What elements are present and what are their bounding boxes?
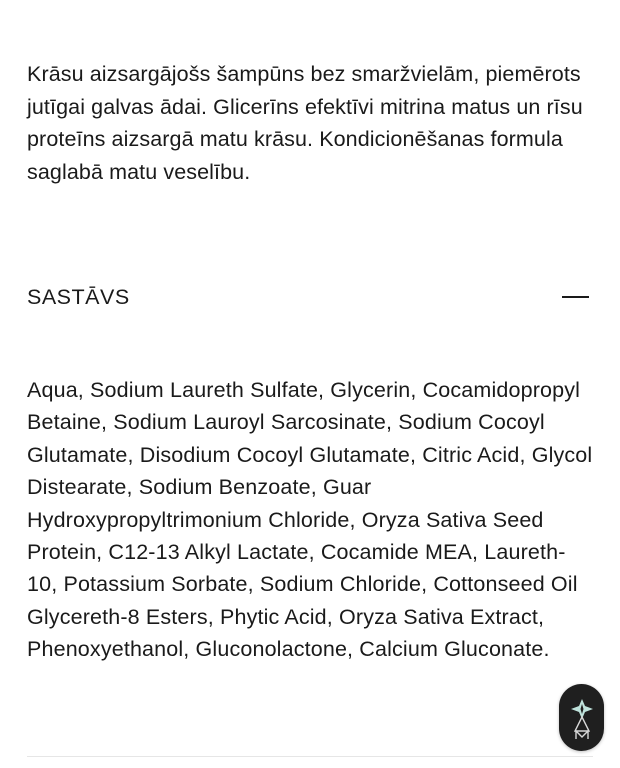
section-divider [27,756,593,757]
ingredients-section-title: SASTĀVS [27,284,130,309]
product-description: Krāsu aizsargājošs šampūns bez smaržvielām, piemērots jutīgai galvas ādai. Glicerīns efektīvi mitrina matus un rīsu proteīns aizsargā matu krāsu. Kondicionēšanas formula saglabā matu veselību. [27,62,583,184]
minus-icon[interactable] [562,296,589,298]
floating-brand-button[interactable] [559,684,604,751]
ingredients-accordion-header[interactable] [27,280,590,314]
brand-logo-icon [566,693,598,743]
ingredients-list-text: Aqua, Sodium Laureth Sulfate, Glycerin, Cocamidopropyl Betaine, Sodium Lauroyl Sarcosinate, Sodium Cocoyl Glutamate, Disodium Cocoyl Glutamate, Citric Acid, Glycol Distearate, Sodium Benzoate, Guar Hydroxypropyltrimonium Chloride, Oryza Sativa Seed Protein, C12-13 Alkyl Lactate, Cocamide MEA, Laureth-10, Potassium Sorbate, Sodium Chloride, Cottonseed Oil Glycereth-8 Esters, Phytic Acid, Oryza Sativa Extract, Phenoxyethanol, Gluconolactone, Calcium Gluconate. [27,378,593,662]
